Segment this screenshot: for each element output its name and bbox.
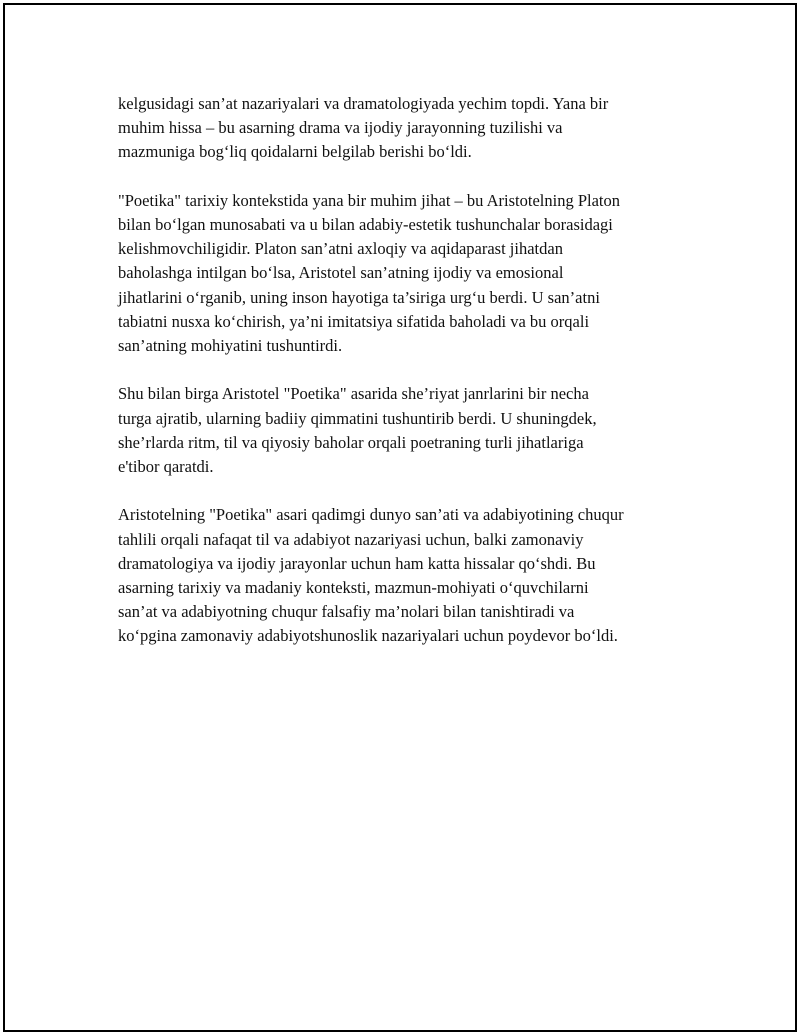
text-line: jihatlarini o‘rganib, uning inson hayotiga ta’siriga urg‘u berdi. U san’atni (118, 287, 600, 307)
text-line: mazmuniga bog‘liq qoidalarni belgilab berishi bo‘ldi. (118, 142, 472, 162)
text-line: "Poetika" tarixiy kontekstida yana bir muhim jihat – bu Aristotelning Platon (118, 190, 620, 210)
text-line: Aristotelning "Poetika" asari qadimgi dunyo san’ati va adabiyotining chuqur (118, 505, 624, 525)
text-line: tahlili orqali nafaqat til va adabiyot nazariyasi uchun, balki zamonaviy (118, 529, 584, 549)
document-body (118, 92, 698, 673)
paragraph (118, 382, 698, 479)
text-line: turga ajratib, ularning badiiy qimmatini tushuntirib berdi. U shuningdek, (118, 408, 597, 428)
text-line: baholashga intilgan bo‘lsa, Aristotel san’atning ijodiy va emosional (118, 263, 564, 283)
paragraph (118, 189, 698, 358)
paragraph (118, 92, 698, 165)
text-line: tabiatni nusxa ko‘chirish, ya’ni imitatsiya sifatida baholadi va bu orqali (118, 311, 590, 331)
text-line: e'tibor qaratdi. (118, 457, 214, 477)
text-line: ko‘pgina zamonaviy adabiyotshunoslik nazariyalari uchun poydevor bo‘ldi. (118, 626, 618, 646)
paragraph (118, 503, 698, 648)
text-line: san’at va adabiyotning chuqur falsafiy ma’nolari bilan tanishtiradi va (118, 602, 575, 622)
text-line: dramatologiya va ijodiy jarayonlar uchun ham katta hissalar qo‘shdi. Bu (118, 553, 596, 573)
text-line: bilan bo‘lgan munosabati va u bilan adabiy-estetik tushunchalar borasidagi (118, 215, 613, 234)
text-line: Shu bilan birga Aristotel "Poetika" asarida she’riyat janrlarini bir necha (118, 384, 589, 404)
text-line: kelishmovchiligidir. Platon san’atni axloqiy va aqidaparast jihatdan (118, 239, 563, 259)
text-line: muhim hissa – bu asarning drama va ijodiy jarayonning tuzilishi va (118, 118, 563, 138)
text-line: san’atning mohiyatini tushuntirdi. (118, 336, 343, 356)
text-line: she’rlarda ritm, til va qiyosiy baholar orqali poetraning turli jihatlariga (118, 432, 584, 452)
text-line: asarning tarixiy va madaniy konteksti, mazmun-mohiyati o‘quvchilarni (118, 578, 589, 598)
text-line: kelgusidagi san’at nazariyalari va dramatologiyada yechim topdi. Yana bir (118, 94, 609, 113)
